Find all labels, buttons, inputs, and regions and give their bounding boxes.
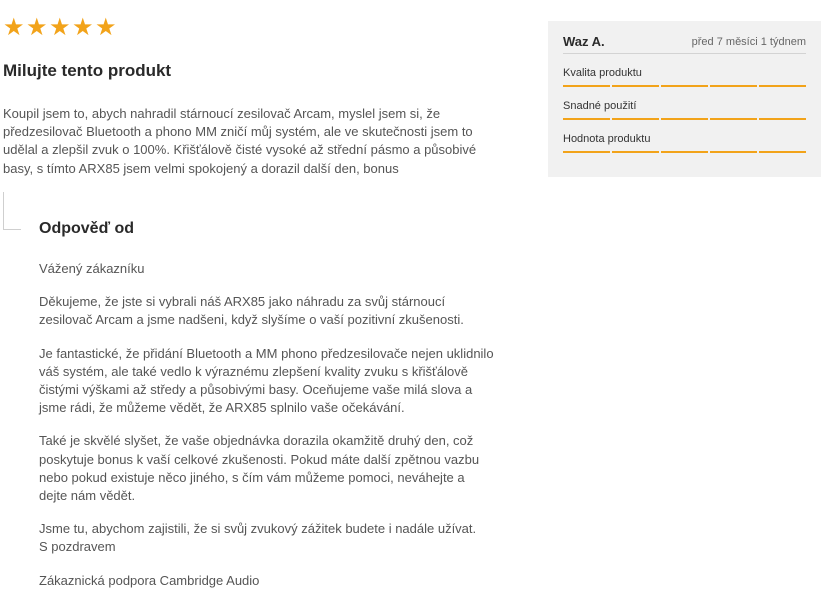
metric-bar-segment xyxy=(612,118,659,120)
star-icon: ★ xyxy=(72,13,94,41)
reply-paragraph: Děkujeme, že jste si vybrali náš ARX85 jako náhradu za svůj stárnoucí zesilovač Arcam a jsme nadšeni, když slyšíme o vaší pozitivní zkušenosti. xyxy=(39,294,464,328)
star-rating xyxy=(3,15,117,39)
metric-label: Hodnota produktu xyxy=(563,133,651,145)
metric-bar-segment xyxy=(612,151,659,153)
metric-bar-segment xyxy=(759,118,806,120)
reply-title: Odpověď od xyxy=(39,220,135,237)
reply-paragraph: Také je skvělé slyšet, že vaše objednávka dorazila okamžitě druhý den, což poskytuje bonus k vaší celkové zkušenosti. Pokud máte další zpětnou vazbu nebo pokud existuje něco jiného, s čím vám můžeme pomoci, neváhejte a dejte nám vědět. xyxy=(39,433,480,504)
metric-bar-segment xyxy=(563,151,610,153)
reply-paragraph: Je fantastické, že přidání Bluetooth a MM phono předzesilovače nejen uklidnilo váš systém, ale také vedlo k výraznému zlepšení kvality zvuku s křišťálově čistými výškami až středy a působivými basy. Oceňujeme vaše milá slova a jsme rádi, že můžeme vědět, že ARX85 splnilo vaše očekávání. xyxy=(39,345,494,416)
review-title: Milujte tento produkt xyxy=(3,61,172,80)
reply-paragraph: Vážený zákazníku xyxy=(39,261,145,276)
card-header xyxy=(563,30,806,54)
review-body: Koupil jsem to, abych nahradil stárnoucí zesilovač Arcam, myslel jsem si, že předzesilovač Bluetooth a phono MM zničí můj systém, ale ve skutečnosti jsem to udělal a zlepšil zvuk o 100%. Křišťálově čisté vysoké až střední pásmo a působivé basy, s tímto ARX85 jsem velmi spokojený a dorazil další den, bonus xyxy=(3,106,477,176)
metric-bar-segment xyxy=(563,85,610,87)
metric-row xyxy=(563,132,806,153)
metric-bar-segment xyxy=(661,151,708,153)
star-icon: ★ xyxy=(26,13,48,41)
metric-bar-segment xyxy=(661,118,708,120)
star-icon: ★ xyxy=(95,13,117,41)
metric-bar-segment xyxy=(710,151,757,153)
metric-row xyxy=(563,66,806,87)
metric-bar-segment xyxy=(710,118,757,120)
reviewer-name: Waz A. xyxy=(563,34,605,49)
metric-bar-segment xyxy=(759,85,806,87)
metric-bar-segment xyxy=(563,118,610,120)
metric-bar-segment xyxy=(661,85,708,87)
metric-bar-segment xyxy=(612,85,659,87)
metric-label: Snadné použití xyxy=(563,100,637,112)
reply-paragraph: Zákaznická podpora Cambridge Audio xyxy=(39,572,260,588)
merchant-reply xyxy=(39,220,494,598)
reply-paragraph: Jsme tu, abychom zajistili, že si svůj zvukový zážitek budete i nadále užívat. S pozdravem xyxy=(39,521,477,555)
star-icon: ★ xyxy=(49,13,71,41)
metric-row xyxy=(563,99,806,120)
reply-body xyxy=(39,260,494,590)
metric-bar-segment xyxy=(759,151,806,153)
rating-card xyxy=(548,21,821,177)
metric-label: Kvalita produktu xyxy=(563,67,642,79)
reply-connector xyxy=(3,192,21,230)
metric-bar xyxy=(563,85,806,87)
star-icon: ★ xyxy=(3,13,25,41)
metric-bar-segment xyxy=(710,85,757,87)
metric-bar xyxy=(563,118,806,120)
review-date: před 7 měsíci 1 týdnem xyxy=(691,35,806,48)
metric-bar xyxy=(563,151,806,153)
